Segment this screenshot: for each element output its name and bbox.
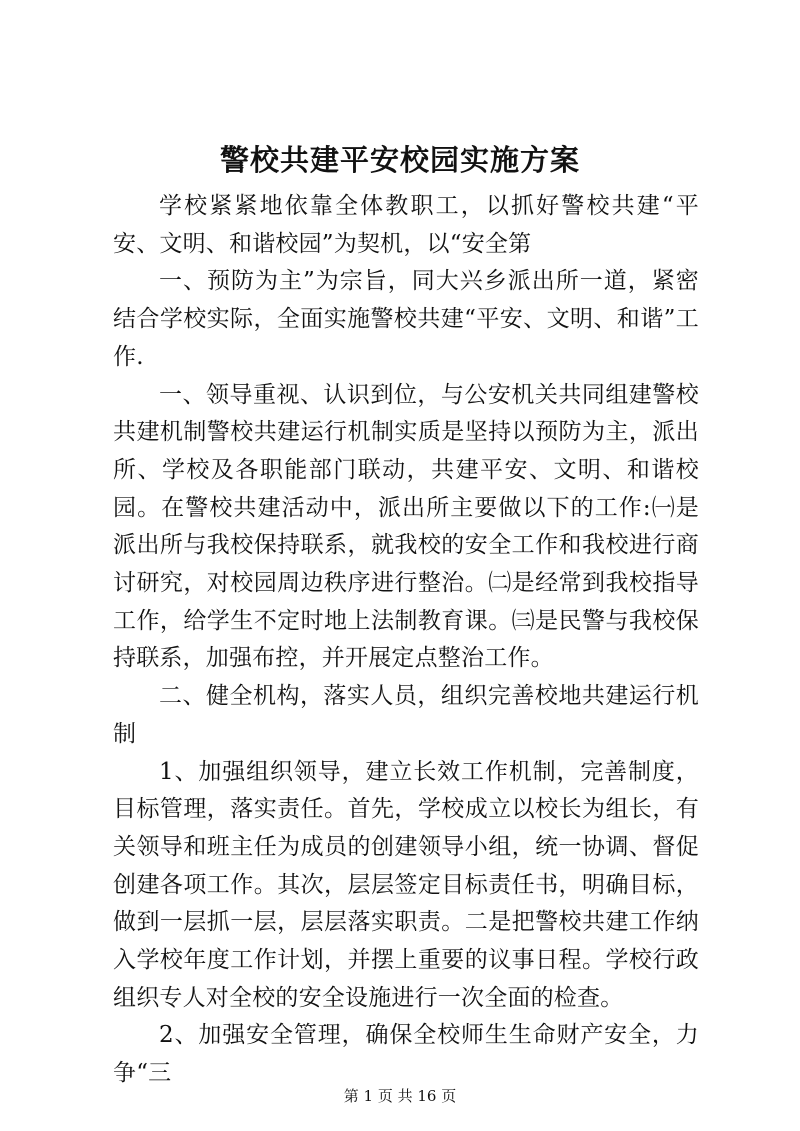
- paragraph: 1、加强组织领导，建立长效工作机制，完善制度，目标管理，落实责任。首先，学校成立以校长为组长，有关领导和班主任为成员的创建领导小组，统一协调、督促创建各项工作。其次，层层签定目标责任书，明确目标，做到一层抓一层，层层落实职责。二是把警校共建工作纳入学校年度工作计划，并摆上重要的议事日程。学校行政组织专人对全校的安全设施进行一次全面的检查。: [113, 758, 699, 1011]
- document-body: [113, 188, 699, 1093]
- paragraph: 二、健全机构，落实人员，组织完善校地共建运行机制: [113, 683, 699, 747]
- paragraph: 一、领导重视、认识到位，与公安机关共同组建警校共建机制警校共建运行机制实质是坚持以预防为主，派出所、学校及各职能部门联动，共建平安、文明、和谐校园。在警校共建活动中，派出所主要做以下的工作:㈠是派出所与我校保持联系，就我校的安全工作和我校进行商讨研究，对校园周边秩序进行整治。㈡是经常到我校指导工作，给学生不定时地上法制教育课。㈢是民警与我校保持联系，加强布控，并开展定点整治工作。: [113, 381, 699, 672]
- paragraph: 一、预防为主”为宗旨，同大兴乡派出所一道，紧密结合学校实际，全面实施警校共建“平安、文明、和谐”工作.: [113, 268, 699, 370]
- document-title: 警校共建平安校园实施方案: [219, 143, 580, 177]
- paragraph: 2、加强安全管理，确保全校师生生命财产安全，力争“三: [113, 1022, 699, 1087]
- page-number-footer: 第 1 页 共 16 页: [343, 1087, 457, 1105]
- paragraph: 学校紧紧地依靠全体教职工，以抓好警校共建“平安、文明、和谐校园”为契机，以“安全第: [113, 193, 699, 257]
